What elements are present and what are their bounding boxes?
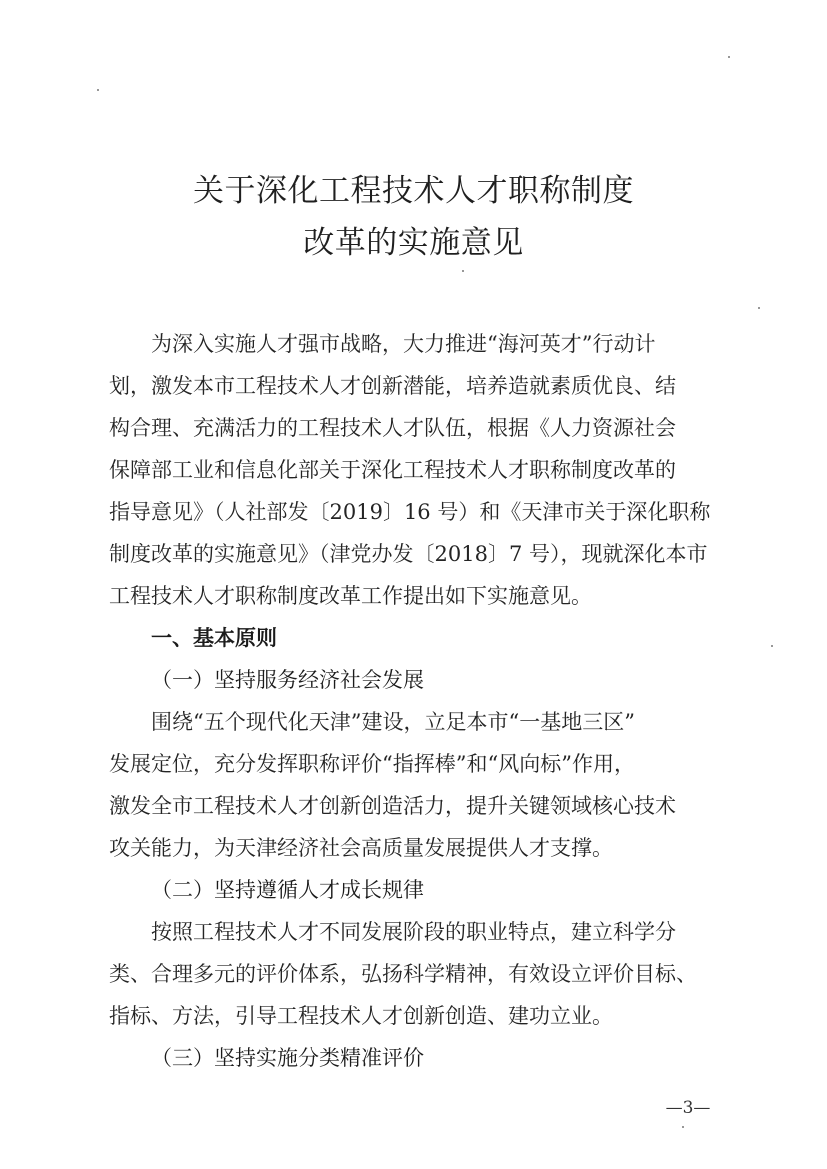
subsection-2-line-1: 按照工程技术人才不同发展阶段的职业特点，建立科学分 bbox=[151, 920, 676, 944]
intro-line-6: 制度改革的实施意见》（津党办发〔2018〕7 号），现就深化本市 bbox=[109, 542, 708, 566]
intro-line-1: 为深入实施人才强市战略，大力推进“海河英才”行动计 bbox=[151, 332, 656, 356]
subsection-heading-3: （三）坚持实施分类精准评价 bbox=[151, 1046, 424, 1070]
document-title-line-1: 关于深化工程技术人才职称制度 bbox=[193, 173, 634, 209]
intro-line-7: 工程技术人才职称制度改革工作提出如下实施意见。 bbox=[109, 584, 592, 608]
intro-line-2: 划，激发本市工程技术人才创新潜能，培养造就素质优良、结 bbox=[109, 374, 676, 398]
page-number: —3— bbox=[665, 1098, 711, 1118]
scan-speck bbox=[682, 1126, 684, 1128]
subsection-1-line-4: 攻关能力，为天津经济社会高质量发展提供人才支撑。 bbox=[109, 836, 613, 860]
subsection-1-line-2: 发展定位，充分发挥职称评价“指挥棒”和“风向标”作用， bbox=[109, 752, 635, 776]
subsection-heading-1: （一）坚持服务经济社会发展 bbox=[151, 668, 424, 692]
scan-speck bbox=[771, 645, 773, 647]
section-heading-1: 一、基本原则 bbox=[151, 626, 277, 650]
subsection-2-line-3: 指标、方法，引导工程技术人才创新创造、建功立业。 bbox=[109, 1004, 613, 1028]
intro-line-5: 指导意见》（人社部发〔2019〕16 号）和《天津市关于深化职称 bbox=[109, 500, 711, 524]
subsection-heading-2: （二）坚持遵循人才成长规律 bbox=[151, 878, 424, 902]
intro-line-3: 构合理、充满活力的工程技术人才队伍，根据《人力资源社会 bbox=[109, 416, 676, 440]
document-title-line-2: 改革的实施意见 bbox=[303, 225, 524, 261]
scan-speck bbox=[728, 56, 730, 58]
subsection-2-line-2: 类、合理多元的评价体系，弘扬科学精神，有效设立评价目标、 bbox=[109, 962, 697, 986]
scan-speck bbox=[97, 89, 99, 91]
subsection-1-line-1: 围绕“五个现代化天津”建设，立足本市“一基地三区” bbox=[151, 710, 635, 734]
intro-line-4: 保障部工业和信息化部关于深化工程技术人才职称制度改革的 bbox=[109, 458, 676, 482]
scan-speck bbox=[758, 307, 760, 309]
scan-speck bbox=[462, 270, 464, 272]
subsection-1-line-3: 激发全市工程技术人才创新创造活力，提升关键领域核心技术 bbox=[109, 794, 676, 818]
